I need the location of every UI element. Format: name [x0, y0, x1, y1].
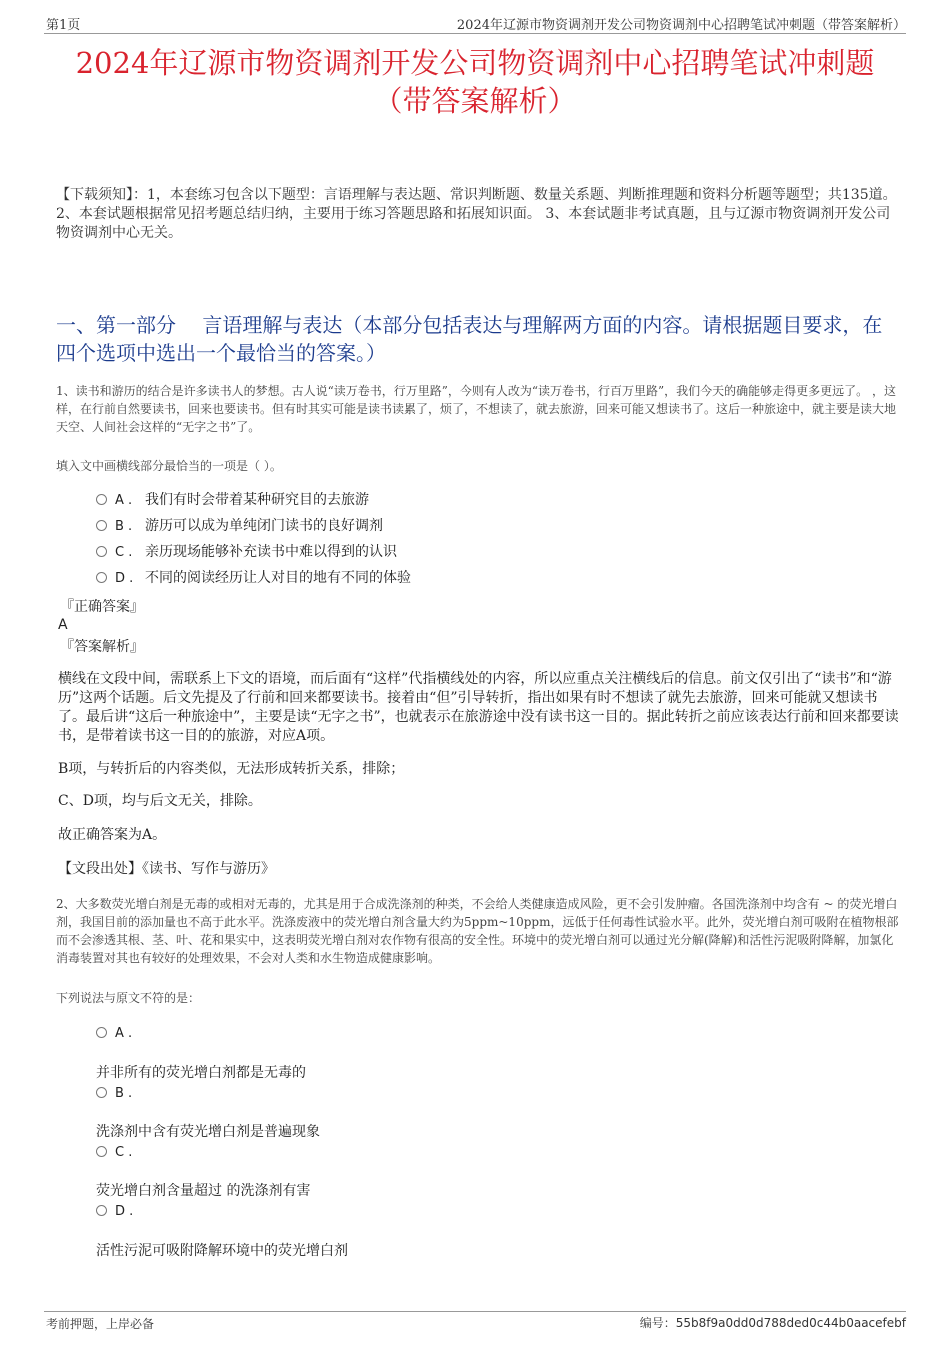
q1-option-b[interactable]: B . 游历可以成为单纯闭门读书的良好调剂: [96, 516, 383, 537]
download-notice: 【下载须知】：1，本套练习包含以下题型：言语理解与表达题、常识判断题、数量关系题、判断推理题和资料分析题等题型；共135道。 2、本套试题根据常见招考题总结归纳，主要用于练习答题思路和拓展知识面。 3、本套试题非考试真题，且与辽源市物资调剂开发公司物资调剂中心无关。: [56, 187, 897, 241]
q1-answer-label: 『正确答案』: [60, 599, 144, 615]
q1-analysis-b: B项，与转折后的内容类似，无法形成转折关系，排除；: [58, 761, 405, 777]
radio-icon[interactable]: [96, 1087, 107, 1098]
q1-analysis-cd: C、D项，均与后文无关，排除。: [58, 793, 262, 809]
header-divider: [44, 33, 906, 34]
q1-option-d[interactable]: D . 不同的阅读经历让人对目的地有不同的体验: [96, 568, 411, 589]
q2-option-c[interactable]: C .: [96, 1145, 132, 1160]
radio-icon[interactable]: [96, 546, 107, 557]
q2-option-b-text: 洗涤剂中含有荧光增白剂是普遍现象: [96, 1124, 320, 1140]
q2-passage: 2、大多数荧光增白剂是无毒的或相对无毒的，尤其是用于合成洗涤剂的种类，不会给人类健康造成风险，更不会引发肿瘤。各国洗涤剂中均含有 ~ 的荧光增白剂，我国目前的添加量也不高于此水平。洗涤废液中的荧光增白剂含量大约为5ppm~10ppm，远低于任何毒性试验水平。此外，荧光增白剂可吸附在植物根部而不会渗透其根、茎、叶、花和果实中，这表明荧光增白剂对农作物有很高的安全性。环境中的荧光增白剂可以通过光分解(降解)和活性污泥吸附降解，加氯化消毒装置对其也有较好的处理效果，不会对人类和水生物造成健康影响。: [56, 897, 899, 965]
radio-icon[interactable]: [96, 572, 107, 583]
footer-code: 编号：55b8f9a0dd0d788ded0c44b0aacefebf: [639, 1316, 906, 1330]
radio-icon[interactable]: [96, 1146, 107, 1157]
radio-icon[interactable]: [96, 494, 107, 505]
radio-icon[interactable]: [96, 520, 107, 531]
footer-slogan: 考前押题，上岸必备: [46, 1317, 155, 1331]
q1-option-a[interactable]: A . 我们有时会带着某种研究目的去旅游: [96, 490, 369, 511]
page-title: [40, 44, 910, 120]
q2-option-a[interactable]: A .: [96, 1026, 132, 1041]
q1-analysis-label: 『答案解析』: [60, 639, 144, 655]
q2-option-b[interactable]: B .: [96, 1086, 132, 1101]
q1-prompt: 填入文中画横线部分最恰当的一项是（ ）。: [56, 459, 282, 473]
title-line-2: （带答案解析）: [373, 84, 577, 118]
page-number: 第1页: [46, 18, 81, 33]
q2-option-d[interactable]: D .: [96, 1204, 133, 1219]
q2-option-d-text: 活性污泥可吸附降解环境中的荧光增白剂: [96, 1243, 348, 1259]
q1-answer: A: [58, 617, 68, 633]
q1-passage: 1、读书和游历的结合是许多读书人的梦想。古人说“读万卷书，行万里路”，今则有人改为“读万卷书，行百万里路”，我们今天的确能够走得更多更远了。 ，这样，在行前自然要读书，回来也要读书。但有时其实可能是读书读累了，烦了，不想读了，就去旅游，回来可能又想读书了。这后一种旅途中，就主要是读大地天空、人间社会这样的“无字之书”了。: [56, 384, 897, 434]
footer-divider: [44, 1311, 906, 1312]
q1-source: 【文段出处】《读书、写作与游历》: [58, 861, 275, 877]
q2-prompt: 下列说法与原文不符的是：: [56, 991, 201, 1005]
radio-icon[interactable]: [96, 1205, 107, 1216]
q2-option-a-text: 并非所有的荧光增白剂都是无毒的: [96, 1065, 306, 1081]
title-line-1: 2024年辽源市物资调剂开发公司物资调剂中心招聘笔试冲刺题: [75, 46, 875, 80]
q2-option-c-text: 荧光增白剂含量超过 的洗涤剂有害: [96, 1183, 311, 1199]
q1-analysis-conclusion: 故正确答案为A。: [58, 827, 167, 843]
radio-icon[interactable]: [96, 1027, 107, 1038]
q1-option-c[interactable]: C . 亲历现场能够补充读书中难以得到的认识: [96, 542, 397, 563]
header-doc-title: 2024年辽源市物资调剂开发公司物资调剂中心招聘笔试冲刺题（带答案解析）: [456, 18, 906, 33]
section-heading: 一、第一部分 言语理解与表达（本部分包括表达与理解两方面的内容。请根据题目要求，在四个选项中选出一个最恰当的答案。）: [56, 313, 883, 365]
q1-analysis-para: 横线在文段中间，需联系上下文的语境，而后面有“这样”代指横线处的内容，所以应重点关注横线后的信息。前文仅引出了“读书”和“游历”这两个话题。后文先提及了行前和回来都要读书。接着由“但”引导转折，指出如果有时不想读了就先去旅游，回来可能就又想读书了。最后讲“这后一种旅途中”，主要是读“无字之书”，也就表示在旅游途中没有读书这一目的。据此转折之前应该表达行前和回来都要读书，是带着读书这一目的的旅游，对应A项。: [58, 671, 899, 744]
